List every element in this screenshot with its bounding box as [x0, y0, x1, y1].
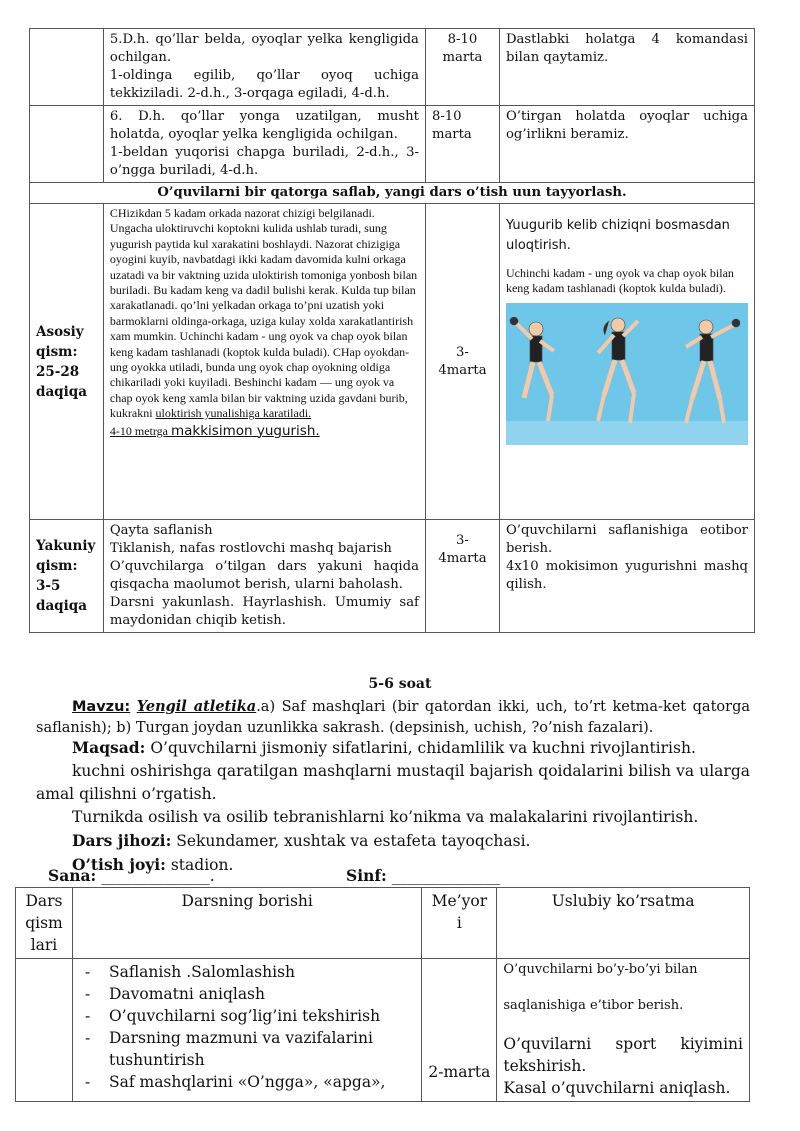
note-text: O’quvchilarni bo’y-bo’yi bilan — [503, 962, 698, 977]
goal-label: Maqsad: — [72, 738, 146, 757]
table-row — [30, 520, 755, 633]
table-row — [30, 204, 755, 520]
throwing-athletes-illustration — [506, 303, 748, 445]
class-label: Sinf: — [346, 866, 387, 885]
dosage-cell: 3-4marta — [425, 520, 499, 633]
transition-banner: O’quvilarni bir qatorga saflab, yangi dars o’tish uun tayyorlash. — [30, 183, 755, 204]
section-cell-main — [30, 204, 104, 520]
list-item: - Saf mashqlarini «O’ngga», «apga», — [109, 1071, 415, 1093]
list-item: - Darsning mazmuni va vazifalarini tushuntirish — [109, 1027, 415, 1071]
topic-text: .a) Saf mashqlari (bir qatordan ikki, uch, to’rt ketma-ket qatorga saflanish); b) Turgan joydan uzunlikka sakrash. (depsinish, uchish, ?o’nish fazalari). — [36, 699, 750, 736]
place-label: O’tish joyi: — [72, 855, 166, 874]
exercise-text: CHizikdan 5 kadam orkada nazorat chizigi belgilanadi. Ungacha uloktiruvchi koptokni kulida ushlab turadi, sung yugurish paytida kul xarakatini boshlaydi. Nazorat chizigiga oyogini kuyib, navbatdagi ikki kadam davomida kulni orkaga uzatadi va bir vaktning uzida uloktirish tomoniga yonbosh bilan buriladi. Bu kadam keng va dadil bulishi kerak. Kulda tup bilan xarakatlanadi. qo’lni yelkadan orkaga to’pni uzatish yoki barmoklarni oldinga-orkaga, uziga kulay xolda xarakatlantirish xam mumkin. Uchinchi kadam - ung oyok va chap oyok bilan keng kadam tashlanadi (koptok kulda buladi). CHap oyokdan-ung oyokka utiladi, bunda ung oyok chap oyokning oldiga chikariladi yoki kuyiladi. Beshinchi kadam — ung oyok va chap oyok keng xamla bilan bir vaktning uzida gavdani burib, kukrakni — [109, 206, 418, 421]
dosage-cell: 3-4marta — [425, 204, 499, 520]
goal-text: kuchni oshirishga qaratilgan mashqlarni mustaqil bajarish qoidalarini bilish va ularga amal qilishni o’rgatish. — [36, 762, 750, 803]
note-text: Uchinchi kadam - ung oyok va chap oyok bilan keng kadam tashlanadi (koptok kulda buladi). — [505, 266, 734, 296]
lesson-plan-table-top — [29, 28, 755, 633]
exercise-text: Tiklanish, nafas rostlovchi mashq bajarish — [109, 541, 392, 556]
note-text: 4x10 mokisimon yugurishni mashq qilish. — [505, 559, 748, 592]
exercise-text: Darsni yakunlash. Hayrlashish. Umumiy saf maydonidan chiqib ketish. — [109, 595, 419, 628]
place-text: stadion. — [170, 856, 234, 874]
note-text: Yuugurib kelib chiziqni bosmasdan uloqtirish. — [505, 218, 730, 253]
note-text: Kasal o’quvchilarni aniqlash. — [503, 1079, 731, 1097]
table-row — [16, 959, 750, 1102]
goal-text: O’quvchilarni jismoniy sifatlarini, chidamlilik va kuchni rivojlantirish. — [150, 739, 696, 757]
table-header-row — [16, 888, 750, 959]
header-cell: Uslubiy ko’rsatma — [497, 888, 750, 959]
exercise-text-underlined: uloktirish yunalishiga karatiladi. — [155, 406, 312, 421]
note-cell: O’tirgan holatda oyoqlar uchiga og’irlikni beramiz. — [499, 106, 754, 183]
dosage-cell: 2-marta — [422, 959, 497, 1102]
section-label: Asosiy — [36, 323, 84, 340]
section-label: qism: — [36, 343, 78, 360]
section-label: qism: — [36, 558, 78, 574]
exercise-cell — [103, 204, 425, 520]
table-row — [30, 106, 755, 183]
section-label: 3-5 — [36, 578, 61, 594]
exercise-cell — [103, 520, 425, 633]
exercise-text: O’quvchilarga o’tilgan dars yakuni haqida qisqacha maolumot berish, ularni baholash. — [109, 559, 419, 592]
exercise-text: 5.D.h. qo’llar belda, oyoqlar yelka kengligida ochilgan. — [109, 32, 419, 65]
section-label: Yakuniy — [36, 538, 96, 554]
header-cell: Darsning borishi — [72, 888, 421, 959]
goal-paragraph — [36, 736, 750, 877]
distance-main: makkisimon yugurish. — [170, 422, 320, 439]
topic-name: Yengil atletika — [136, 698, 257, 715]
section-cell-empty — [16, 959, 73, 1102]
exercise-text: 6. D.h. qo’llar yonga uzatilgan, musht holatda, oyoqlar yelka kengligida ochilgan. — [109, 109, 419, 142]
exercise-text: 1-oldinga egilib, qo’llar oyoq uchiga tekkiziladi. 2-d.h., 3-orqaga egiladi, 4-d.h. — [109, 68, 419, 101]
date-field — [48, 866, 215, 885]
list-item: - Saflanish .Salomlashish — [109, 961, 415, 983]
section-label: 25-28 — [36, 363, 80, 380]
topic-label: Mavzu: — [72, 699, 131, 715]
lesson-plan-table-bottom — [15, 887, 750, 1102]
class-field — [346, 866, 500, 885]
section-cell-empty — [30, 106, 104, 183]
list-item: - O’quvchilarni sog’lig’ini tekshirish — [109, 1005, 415, 1027]
header-cell: Me’yor i — [422, 888, 497, 959]
note-cell — [497, 959, 750, 1102]
dosage-cell: 8-10 marta — [425, 29, 499, 106]
note-text: O’quvilarni sport kiyimini tekshirish. — [503, 1035, 743, 1075]
distance-prefix: 4-10 metrga — [109, 423, 168, 438]
class-blank: ______________ — [391, 867, 501, 885]
goal-line — [36, 736, 750, 760]
note-cell — [499, 520, 754, 633]
equipment-text: Sekundamer, xushtak va estafeta tayoqchasi. — [176, 832, 531, 850]
note-cell — [499, 204, 754, 520]
note-text: saqlanishiga e’tibor berish. — [503, 998, 684, 1013]
exercise-text: Qayta saflanish — [109, 523, 213, 538]
exercise-cell — [103, 106, 425, 183]
procedure-list — [79, 961, 415, 1093]
note-text: O’quvchilarni saflanishiga eotibor berish. — [505, 523, 748, 556]
goal-text: Turnikda osilish va osilib tebranishlarni ko’nikma va malakalarini rivojlantirish. — [72, 808, 699, 826]
section-label: daqiqa — [36, 383, 87, 400]
equipment-label: Dars jihozi: — [72, 831, 172, 850]
date-blank: ______________. — [101, 867, 215, 885]
list-item: - Davomatni aniqlash — [109, 983, 415, 1005]
lesson-hours: 5-6 soat — [368, 676, 432, 692]
table-row — [30, 183, 755, 204]
procedure-cell — [72, 959, 421, 1102]
dosage-cell: 8-10 marta — [425, 106, 499, 183]
distance-line — [110, 424, 419, 439]
section-label: daqiqa — [36, 598, 87, 614]
date-label: Sana: — [48, 866, 97, 885]
note-cell: Dastlabki holatga 4 komandasi bilan qaytamiz. — [499, 29, 754, 106]
exercise-cell — [103, 29, 425, 106]
topic-paragraph — [36, 696, 750, 739]
header-cell: Dars qism lari — [16, 888, 73, 959]
section-cell-final — [30, 520, 104, 633]
section-cell-empty — [30, 29, 104, 106]
table-row — [30, 29, 755, 106]
exercise-text: 1-beldan yuqorisi chapga buriladi, 2-d.h., 3-o’ngga buriladi, 4-d.h. — [109, 145, 419, 178]
equipment-line — [36, 829, 750, 853]
